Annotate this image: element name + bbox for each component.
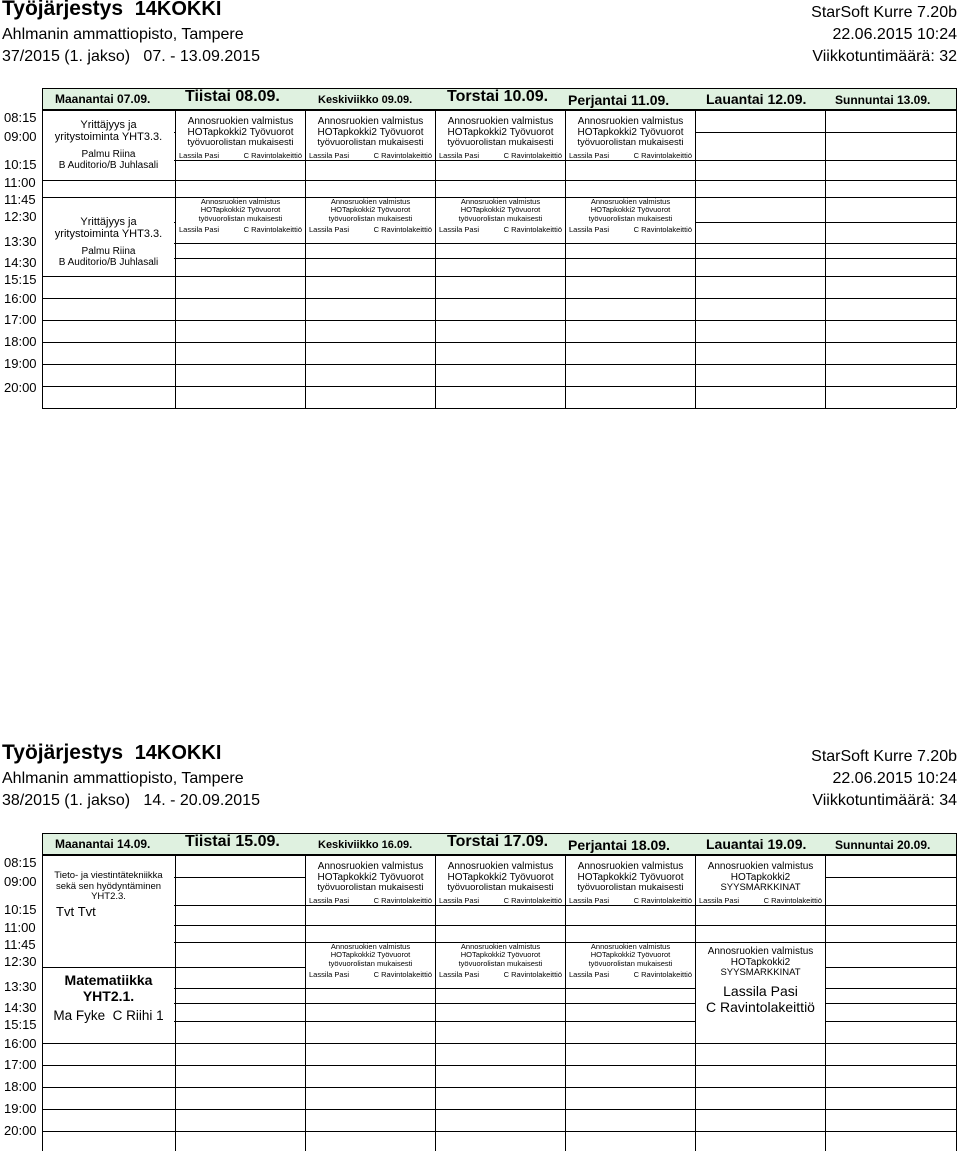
day-header-monday: Maanantai 07.09. [55,92,151,106]
time-label: 19:00 [4,1101,37,1116]
monday-lesson-1-location: Tvt Tvt [56,904,96,919]
print-timestamp: 22.06.2015 10:24 [832,770,957,787]
day-header-friday: Perjantai 18.09. [568,837,670,853]
friday-kitchen-morning: Annosruokien valmistus HOTapkokki2 Työvuorot työvuorolistan mukaisesti Lassila Pasi C Ravintolakeittiö [569,861,692,905]
time-label: 14:30 [4,255,37,270]
saturday-market-afternoon: Annosruokien valmistus HOTapkokki2 SYYSMARKKINAT Lassila Pasi C Ravintolakeittiö [706,946,815,1015]
thursday-kitchen-afternoon: Annosruokien valmistus HOTapkokki2 Työvuorot työvuorolistan mukaisesti Lassila Pasi C Ravintolakeittiö [439,197,562,235]
thursday-kitchen-morning: Annosruokien valmistus HOTapkokki2 Työvuorot työvuorolistan mukaisesti Lassila Pasi C Ravintolakeittiö [439,116,562,160]
day-header-saturday: Lauantai 19.09. [706,836,807,852]
time-label: 20:00 [4,1123,37,1138]
school-name: Ahlmanin ammattiopisto, Tampere [2,770,244,787]
friday-kitchen-morning: Annosruokien valmistus HOTapkokki2 Työvuorot työvuorolistan mukaisesti Lassila Pasi C Ravintolakeittiö [569,116,692,160]
time-label: 17:00 [4,1057,37,1072]
time-label: 11:00 [4,175,36,190]
time-label: 20:00 [4,380,37,395]
time-label: 11:00 [4,920,36,935]
day-header-tuesday: Tiistai 15.09. [185,833,280,850]
day-header-sunday: Sunnuntai 20.09. [835,838,931,852]
software-name: StarSoft Kurre 7.20b [811,4,957,21]
page-title: Työjärjestys 14KOKKI [2,0,222,20]
time-label: 18:00 [4,1079,37,1094]
time-label: 13:30 [4,979,37,994]
day-header-wednesday: Keskiviikko 16.09. [318,839,413,851]
weekly-hours: Viikkotuntimäärä: 34 [812,792,957,809]
day-header-thursday: Torstai 10.09. [447,88,549,105]
timetable-grid [0,833,960,1151]
software-name: StarSoft Kurre 7.20b [811,748,957,765]
time-label: 11:45 [4,937,36,952]
timetable-grid [0,88,960,408]
schedule-page-week-37 [0,0,960,575]
page-title: Työjärjestys 14KOKKI [2,741,222,764]
thursday-kitchen-morning: Annosruokien valmistus HOTapkokki2 Työvuorot työvuorolistan mukaisesti Lassila Pasi C Ravintolakeittiö [439,861,562,905]
day-header-wednesday: Keskiviikko 09.09. [318,94,413,106]
time-label: 10:15 [4,902,37,917]
schedule-page-week-38 [0,741,960,1151]
time-label: 14:30 [4,1000,37,1015]
time-label: 19:00 [4,356,37,371]
wednesday-kitchen-morning: Annosruokien valmistus HOTapkokki2 Työvuorot työvuorolistan mukaisesti Lassila Pasi C Ravintolakeittiö [309,861,432,905]
time-label: 08:15 [4,110,37,125]
day-header-tuesday: Tiistai 08.09. [185,88,280,105]
day-header-thursday: Torstai 17.09. [447,833,549,850]
day-header-sunday: Sunnuntai 13.09. [835,93,931,107]
day-header-monday: Maanantai 14.09. [55,837,151,851]
time-label: 12:30 [4,954,37,969]
time-label: 17:00 [4,312,37,327]
monday-lesson-2: Matematiikka YHT2.1. Ma Fyke C Riihi 1 [53,972,164,1024]
tuesday-kitchen-morning: Annosruokien valmistus HOTapkokki2 Työvuorot työvuorolistan mukaisesti Lassila Pasi C Ravintolakeittiö [179,116,302,160]
saturday-market-morning: Annosruokien valmistus HOTapkokki2 SYYSMARKKINAT Lassila Pasi C Ravintolakeittiö [699,861,822,905]
thursday-kitchen-afternoon: Annosruokien valmistus HOTapkokki2 Työvuorot työvuorolistan mukaisesti Lassila Pasi C Ravintolakeittiö [439,942,562,980]
time-label: 15:15 [4,272,37,287]
monday-lesson-2: Yrittäjyys ja yritystoiminta YHT3.3. Palmu Riina B Auditorio/B Juhlasali [54,216,163,268]
week-info: 37/2015 (1. jakso) 07. - 13.09.2015 [2,48,260,65]
time-label: 13:30 [4,234,37,249]
time-label: 09:00 [4,874,37,889]
wednesday-kitchen-afternoon: Annosruokien valmistus HOTapkokki2 Työvuorot työvuorolistan mukaisesti Lassila Pasi C Ravintolakeittiö [309,942,432,980]
tuesday-kitchen-afternoon: Annosruokien valmistus HOTapkokki2 Työvuorot työvuorolistan mukaisesti Lassila Pasi C Ravintolakeittiö [179,197,302,235]
time-label: 10:15 [4,157,37,172]
friday-kitchen-afternoon: Annosruokien valmistus HOTapkokki2 Työvuorot työvuorolistan mukaisesti Lassila Pasi C Ravintolakeittiö [569,942,692,980]
time-label: 12:30 [4,209,37,224]
wednesday-kitchen-morning: Annosruokien valmistus HOTapkokki2 Työvuorot työvuorolistan mukaisesti Lassila Pasi C Ravintolakeittiö [309,116,432,160]
weekly-hours: Viikkotuntimäärä: 32 [812,48,957,65]
time-label: 16:00 [4,291,37,306]
time-label: 15:15 [4,1017,37,1032]
time-label: 09:00 [4,129,37,144]
day-header-saturday: Lauantai 12.09. [706,91,807,107]
time-label: 08:15 [4,855,37,870]
monday-lesson-1: Yrittäjyys ja yritystoiminta YHT3.3. Palmu Riina B Auditorio/B Juhlasali [54,119,163,171]
time-label: 18:00 [4,334,37,349]
school-name: Ahlmanin ammattiopisto, Tampere [2,26,244,43]
day-header-friday: Perjantai 11.09. [568,92,670,108]
print-timestamp: 22.06.2015 10:24 [832,26,957,43]
time-label: 16:00 [4,1036,37,1051]
time-label: 11:45 [4,192,36,207]
friday-kitchen-afternoon: Annosruokien valmistus HOTapkokki2 Työvuorot työvuorolistan mukaisesti Lassila Pasi C Ravintolakeittiö [569,197,692,235]
monday-lesson-1: Tieto- ja viestintätekniikka sekä sen hyödyntäminen YHT2.3. [54,870,163,903]
wednesday-kitchen-afternoon: Annosruokien valmistus HOTapkokki2 Työvuorot työvuorolistan mukaisesti Lassila Pasi C Ravintolakeittiö [309,197,432,235]
week-info: 38/2015 (1. jakso) 14. - 20.09.2015 [2,792,260,809]
